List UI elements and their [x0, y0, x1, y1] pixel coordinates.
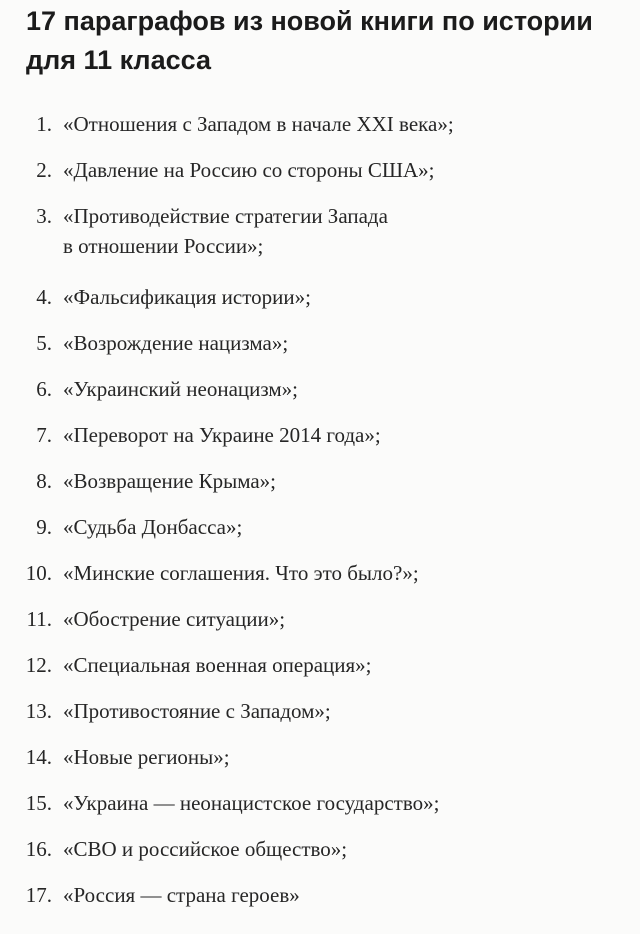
- item-text: «Давление на Россию со стороны США»;: [63, 158, 435, 182]
- item-number: 9.: [36, 515, 52, 539]
- item-text: «Судьба Донбасса»;: [63, 515, 243, 539]
- item-number: 4.: [36, 285, 52, 309]
- item-number: 15.: [25, 791, 52, 815]
- item-text: «Обострение ситуации»;: [63, 607, 286, 631]
- item-number: 2.: [36, 158, 52, 182]
- item-number: 7.: [36, 423, 52, 447]
- item-text: «Украина — неонацистское государство»;: [63, 791, 440, 815]
- item-number: 1.: [36, 112, 52, 136]
- item-number: 14.: [25, 745, 52, 769]
- item-text: «Возрождение нацизма»;: [63, 331, 289, 355]
- item-text: «Специальная военная операция»;: [63, 653, 372, 677]
- item-number: 3.: [36, 204, 52, 228]
- item-number: 5.: [36, 331, 52, 355]
- item-number: 8.: [36, 469, 52, 493]
- item-text-line: в отношении России»;: [63, 234, 264, 258]
- page-title: 17 параграфов из новой книги по истории для 11 класса: [26, 6, 593, 75]
- item-number: 13.: [25, 699, 52, 723]
- item-text: «Россия — страна героев»: [63, 883, 300, 907]
- item-number: 12.: [25, 653, 52, 677]
- item-number: 11.: [26, 607, 52, 631]
- item-number: 16.: [25, 837, 52, 861]
- item-text: «СВО и российское общество»;: [63, 837, 348, 861]
- item-number: 17.: [25, 883, 52, 907]
- item-text: «Переворот на Украине 2014 года»;: [63, 423, 381, 447]
- item-text: «Отношения с Западом в начале XXI века»;: [63, 112, 454, 136]
- item-text: «Украинский неонацизм»;: [63, 377, 298, 401]
- item-text-line: «Противодействие стратегии Запада: [63, 204, 388, 228]
- item-text: «Возвращение Крыма»;: [63, 469, 276, 493]
- item-text: «Фальсификация истории»;: [63, 285, 311, 309]
- item-text: «Новые регионы»;: [63, 745, 230, 769]
- item-text: «Противостояние с Западом»;: [63, 699, 331, 723]
- item-number: 10.: [25, 561, 52, 585]
- item-text: [63, 201, 623, 261]
- item-number: 6.: [36, 377, 52, 401]
- item-text: «Минские соглашения. Что это было?»;: [63, 561, 419, 585]
